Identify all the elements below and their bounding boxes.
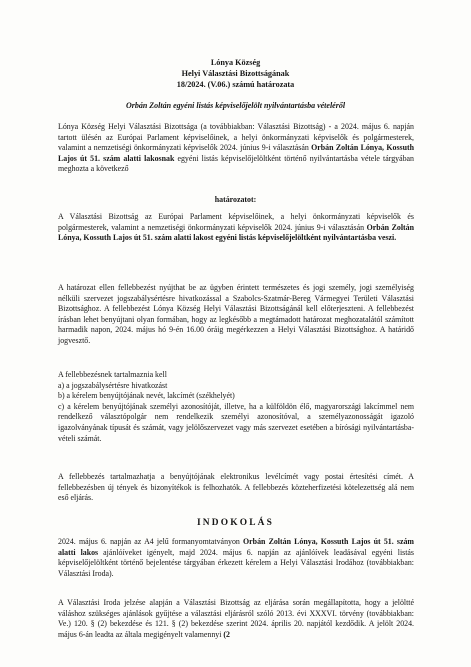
intro-candidate-bold: Orbán Zoltán Lónya, Kossuth Lajos út 51. szám alatti lakosnak xyxy=(58,143,415,163)
header-committee: Helyi Választási Bizottságának xyxy=(181,69,290,78)
electronic-text: A fellebbezés tartalmazhatja a benyújtójának elektronikus levélcímét vagy postai értesítési címét. A fellebbezésben új tények és bizonyítékok is felhozhatók. A fellebbezés közteherfizetési kötelezettség alá nem eső eljárás. xyxy=(58,472,414,503)
decision-candidate-bold: Orbán Zoltán Lónya, Kossuth Lajos út 51. szám alatti lakost egyéni listás képviselőjelöltként nyilvántartásba veszi. xyxy=(58,222,414,243)
reasoning1-text-b: ajánlóíveket igényelt, majd 2024. május 6. napján az ajánlóívek leadásával egyéni listás képviselőjelöltként történő bejelentése tárgyában érkezett kérelem a Helyi Választási Irodához (továbbiakban: Választási Iroda). xyxy=(58,547,414,578)
header-municipality: Lónya Község xyxy=(210,58,261,67)
section-heading-indokolas: INDOKOLÁS xyxy=(196,518,275,528)
document-title: Orbán Zoltán egyéni listás képviselőjelölt nyilvántartásba vételéről xyxy=(125,101,346,110)
appeal-paragraph xyxy=(58,283,414,347)
decision-text-a: A Választási Bizottság az Európai Parlament képviselőinek, a helyi önkormányzati képviselők és polgármesterek, valamint a nemzetiségi önkormányzati képviselők 2024. június 9-i választásán xyxy=(58,212,414,232)
appeal-text: A határozat ellen fellebbezést nyújthat be az ügyben érintett természetes és jogi személy, jogi személyiség nélküli szervezet jogszabálysértésre hivatkozással a Szabolcs-Szatmár-Bereg Vármegyei Területi Választási Bizottsághoz. A fellebbezést Lónya Község Helyi Választási Bizottságánál kell előterjeszteni. A fellebbezést írásban lehet benyújtani olyan formában, hogy az legkésőbb a megtámadott határozat meghozatalától számított harmadik napon, 2024. május hó 9-én 16.00 óráig megérkezzen a Helyi Választási Bizottsághoz. A határidő jogvesztő. xyxy=(58,283,414,345)
reasoning-paragraph-1 xyxy=(58,537,414,579)
requirement-item-b: b) a kérelem benyújtójának nevét, lakcímét (székhelyét) xyxy=(58,391,235,401)
intro-text-b: egyéni listás képviselőjelöltként történő nyilvántartásba vétele tárgyában meghozta a következő xyxy=(58,153,414,174)
decision-paragraph xyxy=(58,212,414,244)
reasoning-paragraph-2 xyxy=(58,598,414,640)
intro-paragraph xyxy=(58,122,414,175)
intro-text-a: Lónya Község Helyi Választási Bizottsága (a továbbiakban: Választási Bizottság) - a 2024. május 6. napján tartott ülésén az Európai Parlament képviselőinek, a helyi önkormányzati képviselők és polgármesterek, valamint a nemzetiségi önkormányzati képviselők 2024. június 9-i választásán xyxy=(58,122,414,153)
requirements-block xyxy=(58,370,414,444)
reasoning1-text-a: 2024. május 6. napján az A4 jelű formanyomtatványon xyxy=(58,537,244,546)
electronic-paragraph xyxy=(58,472,414,504)
requirement-item-a: a) a jogszabálysértésre hivatkozást xyxy=(58,380,168,390)
header-resolution-number: 18/2024. (V.06.) számú határozata xyxy=(176,80,295,89)
requirements-intro: A fellebbezésnek tartalmaznia kell xyxy=(58,370,167,379)
section-heading-hatarozat: határozatot: xyxy=(214,195,257,204)
reasoning2-text-a: A Választási Iroda jelzése alapján a Választási Bizottság az eljárása során megállapította, hogy a jelöltté váláshoz szükséges ajánlások gyűjtése a választási eljárásról szóló 2013. évi XXXVI. törvény (továbbiakban: Ve.) 120. § (2) bekezdése és 121. § (2) bekezdése szerint 2024. április 20. napjától kezdődik. A jelölt 2024. május 6-án leadta az általa megigényelt valamennyi xyxy=(58,598,414,639)
reasoning1-candidate-bold: Orbán Zoltán Lónya, Kossuth Lajos út 51. szám alatti lakos xyxy=(58,537,415,557)
requirement-item-c: c) a kérelem benyújtójának személyi azonosítóját, illetve, ha a külföldön élő, magyarországi lakcímmel nem rendelkező választópolgár nem rendelkezik személyi azonosítóval, a személyazonosságát igazoló igazolványának típusát és számát, vagy jelölőszervezet vagy más szervezet esetében a bírósági nyilvántartásba-vételi számát. xyxy=(58,401,414,443)
reasoning2-bold-tail: (2 xyxy=(223,629,230,639)
